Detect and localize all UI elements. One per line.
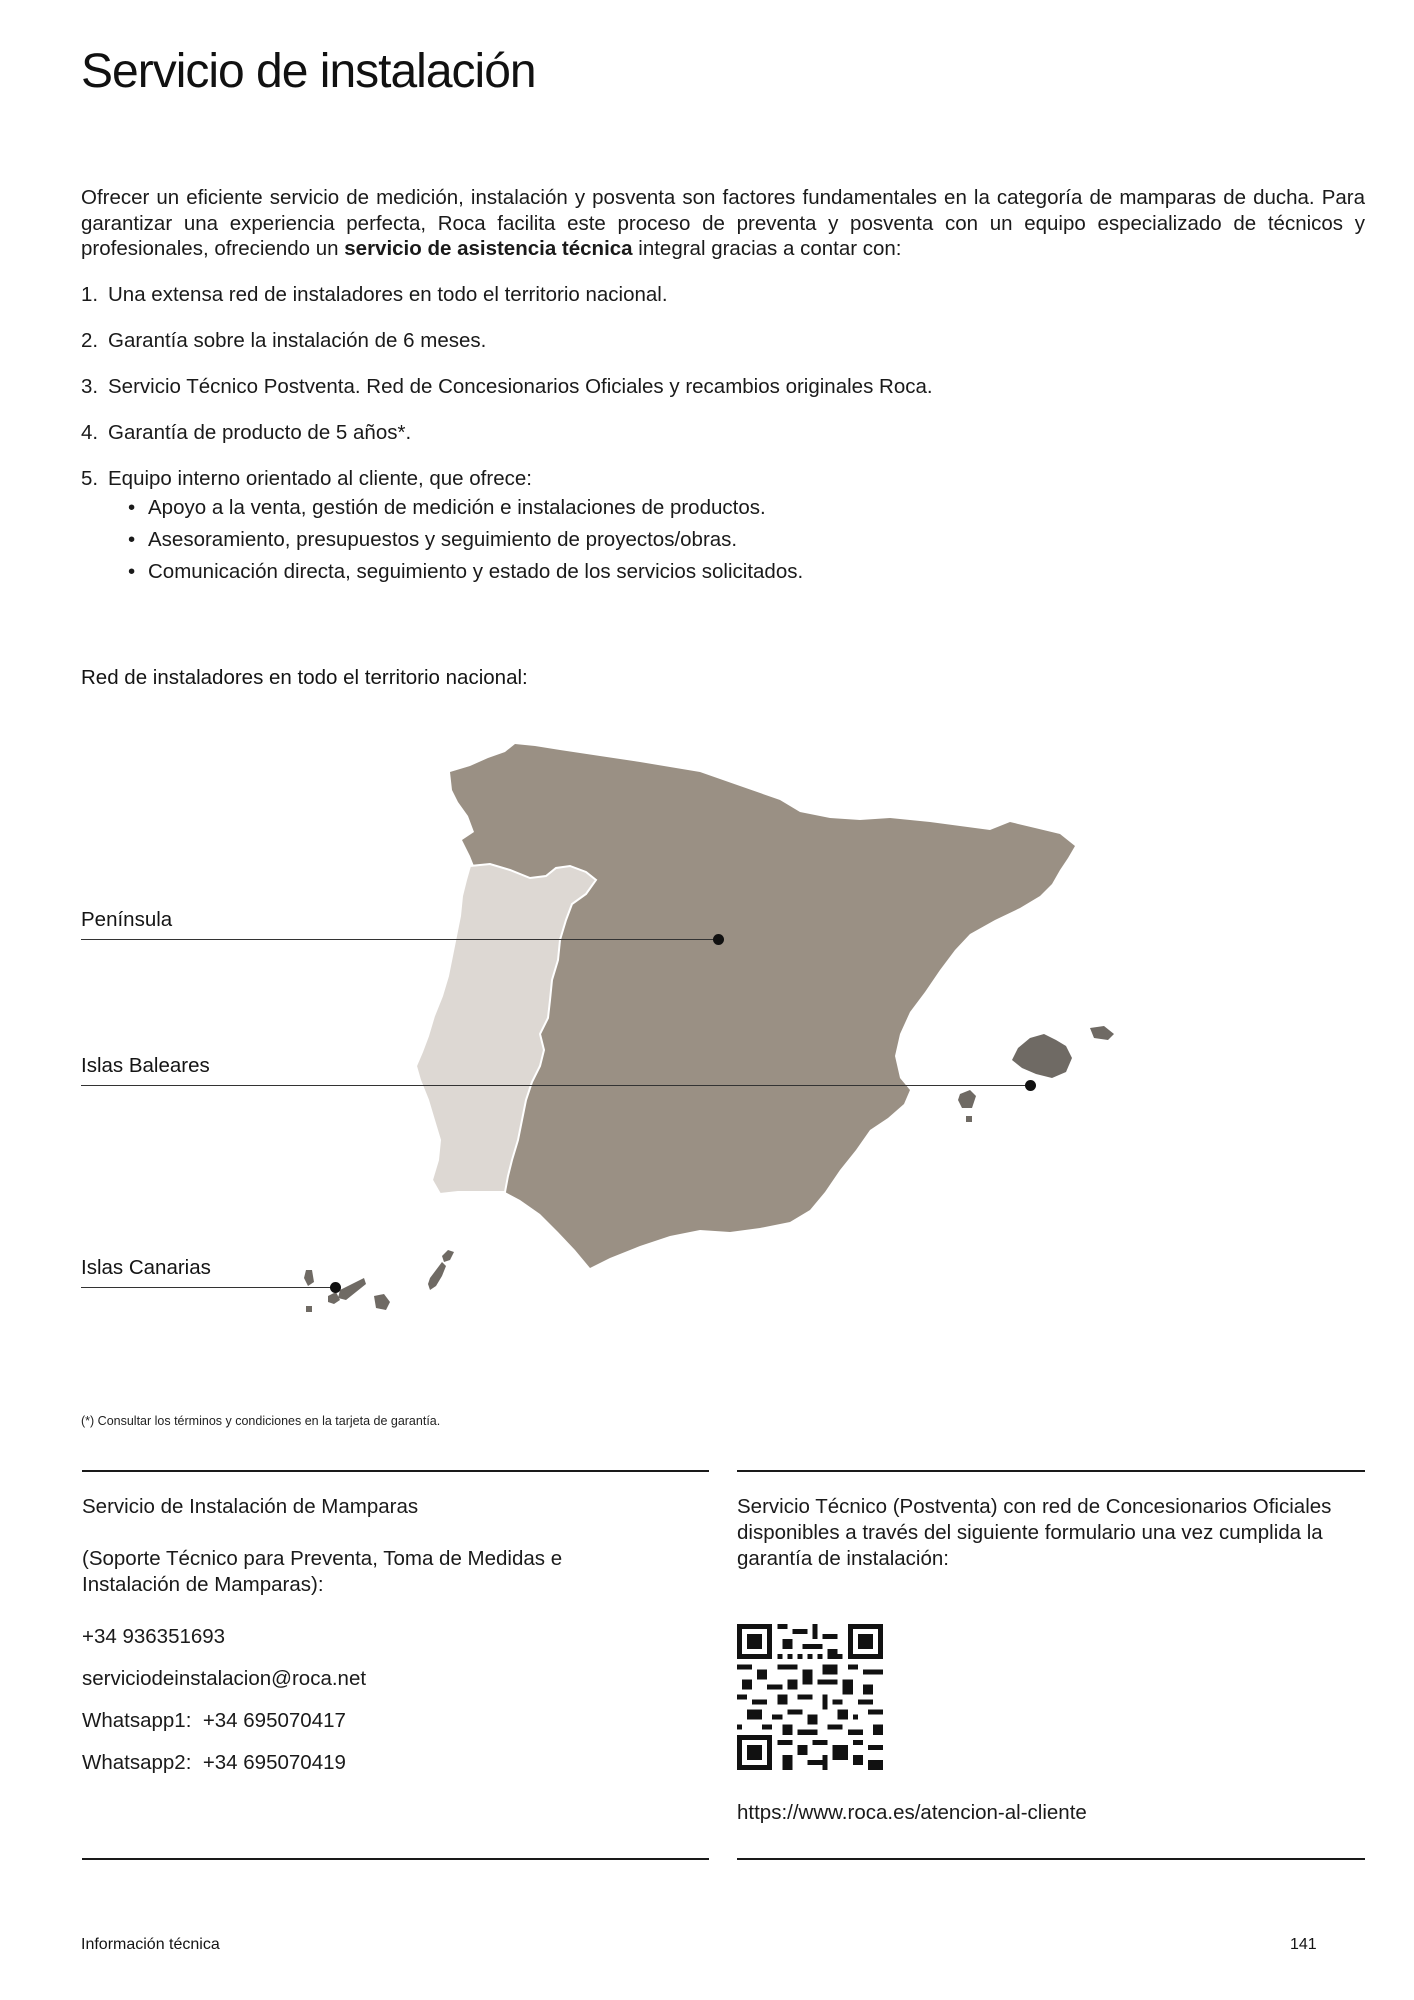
list-number: 4.	[81, 421, 99, 444]
whatsapp1-label: Whatsapp1:	[82, 1709, 192, 1732]
formentera-shape	[966, 1116, 972, 1122]
bullet-item: • Comunicación directa, seguimiento y estado de los servicios solicitados.	[128, 560, 803, 584]
list-item-text: Equipo interno orientado al cliente, que ofrece:	[108, 467, 532, 490]
right-card-bottom-rule	[737, 1858, 1365, 1860]
list-item-text: Servicio Técnico Postventa. Red de Concesionarios Oficiales y recambios originales Roca.	[108, 375, 933, 398]
list-number: 1.	[81, 283, 99, 306]
whatsapp2-row	[82, 1750, 346, 1776]
email-link[interactable]: serviciodeinstalacion@roca.net	[82, 1667, 367, 1690]
qr-code-icon[interactable]	[737, 1624, 883, 1770]
whatsapp1-number[interactable]: +34 695070417	[202, 1709, 346, 1732]
label-canarias: Islas Canarias	[81, 1256, 211, 1279]
label-baleares: Islas Baleares	[81, 1054, 210, 1077]
intro-bold-text: servicio de asistencia técnica	[344, 237, 633, 260]
whatsapp2-number[interactable]: +34 695070419	[202, 1751, 346, 1774]
left-card-top-rule	[82, 1470, 709, 1472]
canarias-leader-line	[81, 1287, 335, 1288]
footer-section-label: Información técnica	[81, 1936, 220, 1953]
list-number: 5.	[81, 467, 99, 490]
label-peninsula: Península	[81, 908, 173, 931]
baleares-leader-line	[81, 1085, 1031, 1086]
lanzarote-shape	[442, 1250, 454, 1262]
phone-number[interactable]: +34 936351693	[82, 1625, 226, 1648]
intro-text-1: Ofrecer un eficiente servicio de medición, instalación y posventa son factores fundamentales en la categoría de mamparas de ducha. Para garantizar una experiencia perfecta, Roca facilita este proceso de preventa y posventa con un equipo especializado de técnicos y profesionales, ofreciendo un	[81, 186, 1365, 260]
bullet-item: • Asesoramiento, presupuestos y seguimiento de proyectos/obras.	[128, 528, 737, 552]
canarias-island-shape	[304, 1270, 314, 1286]
page-title: Servicio de instalación	[81, 45, 536, 98]
baleares-marker	[1025, 1080, 1036, 1091]
installation-service-heading: Servicio de Instalación de Mamparas	[82, 1495, 419, 1518]
footnote: (*) Consultar los términos y condiciones en la tarjeta de garantía.	[81, 1414, 441, 1428]
peninsula-marker	[713, 934, 724, 945]
list-number: 2.	[81, 329, 99, 352]
gran-canaria-shape	[374, 1294, 390, 1310]
installation-service-subheading: (Soporte Técnico para Preventa, Toma de Medidas e Instalación de Mamparas):	[82, 1547, 563, 1596]
postventa-heading: Servicio Técnico (Postventa) con red de Concesionarios Oficiales disponibles a través del siguiente formulario una vez cumplida la garantía de instalación:	[737, 1495, 1332, 1570]
whatsapp2-label: Whatsapp2:	[82, 1751, 192, 1774]
canarias-island-shape	[306, 1306, 312, 1312]
page-number: 141	[1290, 1936, 1317, 1953]
customer-service-url[interactable]: https://www.roca.es/atencion-al-cliente	[737, 1801, 1087, 1824]
map-caption: Red de instaladores en todo el territorio nacional:	[81, 666, 528, 689]
whatsapp1-row	[82, 1708, 346, 1734]
tenerife-shape	[338, 1278, 366, 1300]
menorca-shape	[1090, 1026, 1114, 1040]
bullet-item: • Apoyo a la venta, gestión de medición e instalaciones de productos.	[128, 496, 766, 520]
intro-text-2: integral gracias a contar con:	[632, 237, 902, 260]
list-number: 3.	[81, 375, 99, 398]
list-item-text: Garantía de producto de 5 años*.	[108, 421, 412, 444]
fuerteventura-shape	[428, 1262, 446, 1290]
ibiza-shape	[958, 1090, 976, 1108]
left-card-bottom-rule	[82, 1858, 709, 1860]
list-item-text: Una extensa red de instaladores en todo el territorio nacional.	[108, 283, 668, 306]
canarias-marker	[330, 1282, 341, 1293]
right-card-top-rule	[737, 1470, 1365, 1472]
list-item-text: Garantía sobre la instalación de 6 meses.	[108, 329, 487, 352]
mallorca-shape	[1012, 1034, 1072, 1078]
peninsula-leader-line	[81, 939, 718, 940]
